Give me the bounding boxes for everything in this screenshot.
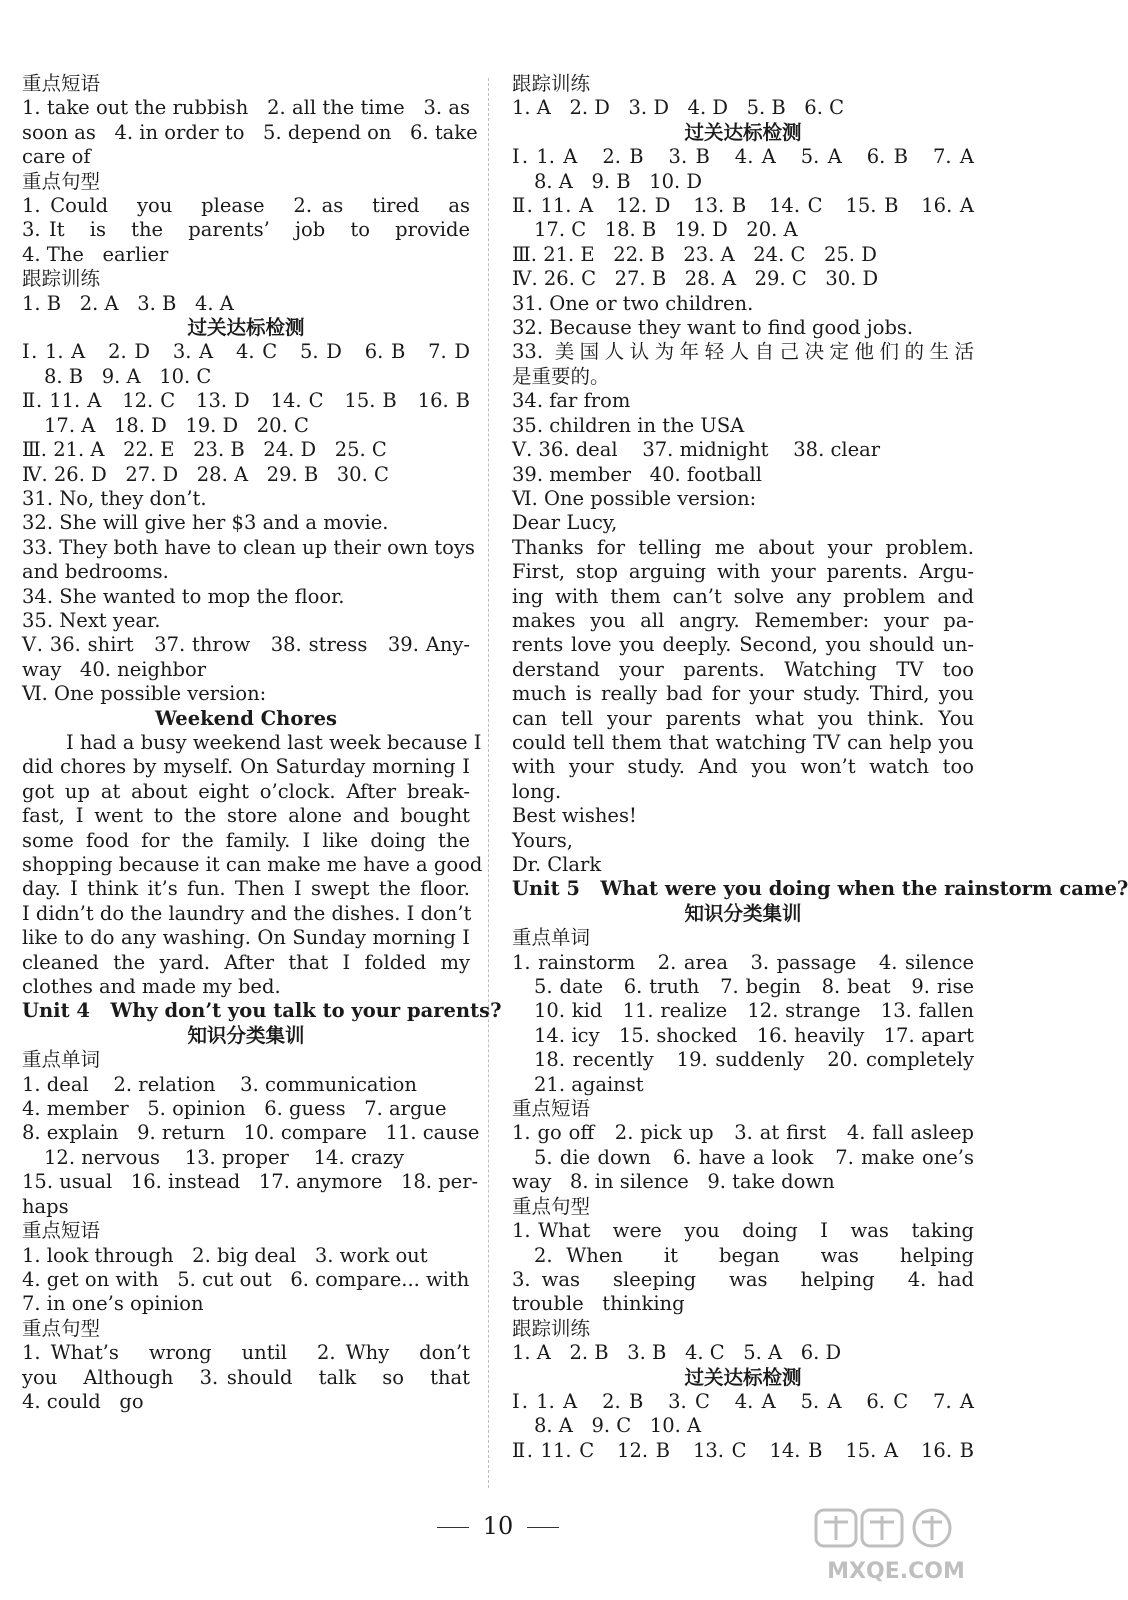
left-line-33: day. I think it’s fun. Then I swept the floor. [22,877,470,901]
right-line-1: 1. A 2. D 3. D 4. D 5. B 6. C [512,96,845,120]
right-line-5: Ⅱ. 11. A 12. D 13. B 14. C 15. B 16. A [512,194,974,218]
left-line-22: 35. Next year. [22,608,161,632]
left-line-29: got up at about eight o’clock. After break- [22,779,470,803]
right-line-38: 10. kid 11. realize 12. strange 13. fallen [534,999,974,1023]
right-line-49: 3. was sleeping was helping 4. had [512,1267,974,1291]
left-line-9: 1. B 2. A 3. B 4. A [22,291,234,315]
right-column [512,72,1128,1463]
right-line-55: 8. A 9. C 10. A [534,1414,702,1438]
left-line-4: 重点句型 [22,169,101,193]
right-line-0: 跟踪训练 [512,72,591,95]
right-line-3: Ⅰ. 1. A 2. B 3. B 4. A 5. A 6. B 7. A [512,145,974,169]
right-line-8: Ⅳ. 26. C 27. B 28. A 29. C 30. D [512,267,879,291]
right-line-56: Ⅱ. 11. C 12. B 13. C 14. B 15. A 16. B [512,1438,974,1462]
right-line-42: 重点短语 [512,1097,591,1121]
left-line-17: 31. No, they don’t. [22,486,207,510]
right-line-40: 18. recently 19. suddenly 20. completely [534,1048,974,1072]
left-line-54: 4. could go [22,1389,144,1413]
left-line-13: Ⅱ. 11. A 12. C 13. D 14. C 15. B 16. B [22,389,470,413]
left-line-48: 1. look through 2. big deal 3. work out [22,1243,428,1267]
right-line-48: 2. When it began was helping [534,1243,974,1267]
right-line-12: 是重要的。 [512,364,610,388]
right-line-51: 跟踪训练 [512,1316,591,1340]
right-line-41: 21. against [534,1072,644,1096]
right-line-34: 知识分类集训 [684,901,802,925]
right-line-36: 1. rainstorm 2. area 3. passage 4. silence [512,950,974,974]
left-line-20: and bedrooms. [22,560,169,584]
left-line-47: 重点短语 [22,1219,101,1243]
left-line-52: 1. What’s wrong until 2. Why don’t [22,1341,470,1365]
left-line-12: 8. B 9. A 10. C [44,364,212,388]
right-line-32: Dr. Clark [512,853,602,876]
right-line-23: rents love you deeply. Second, you should un- [512,633,974,657]
right-line-9: 31. One or two children. [512,291,754,315]
left-line-8: 跟踪训练 [22,267,101,291]
right-line-14: 35. children in the USA [512,413,745,437]
left-line-10: 过关达标检测 [187,316,305,340]
right-line-31: Yours, [512,828,574,852]
watermark-logo [812,1508,980,1584]
left-line-26: Weekend Chores [154,706,337,730]
left-line-39: 知识分类集训 [187,1023,305,1047]
left-line-25: Ⅵ. One possible version: [22,682,267,706]
right-line-13: 34. far from [512,389,631,413]
right-line-4: 8. A 9. B 10. D [534,169,703,193]
left-line-16: Ⅳ. 26. D 27. D 28. A 29. B 30. C [22,462,389,486]
left-line-23: Ⅴ. 36. shirt 37. throw 38. stress 39. Any- [22,633,470,657]
right-line-6: 17. C 18. B 19. D 20. A [534,218,798,242]
right-line-17: Ⅵ. One possible version: [512,486,757,510]
left-line-44: 12. nervous 13. proper 14. crazy [44,1145,405,1169]
right-line-53: 过关达标检测 [684,1365,802,1389]
right-line-7: Ⅲ. 21. E 22. B 23. A 24. C 25. D [512,242,877,266]
right-line-29: long. [512,779,562,803]
right-line-11: 33. 美国人认为年轻人自己决定他们的生活 [512,340,974,364]
right-line-50: trouble thinking [512,1292,685,1316]
right-line-20: First, stop arguing with your parents. Argu- [512,560,974,584]
right-line-52: 1. A 2. B 3. B 4. C 5. A 6. D [512,1341,842,1365]
right-line-22: makes you all angry. Remember: your pa- [512,608,974,632]
left-line-11: Ⅰ. 1. A 2. D 3. A 4. C 5. D 6. B 7. D [22,340,470,364]
footer-dash-left [437,1527,469,1528]
right-line-21: ing with them can’t solve any problem and [512,584,974,608]
right-line-35: 重点单词 [512,926,591,950]
left-line-30: fast, I went to the store alone and bought [22,804,470,828]
footer-dash-right [527,1527,559,1528]
right-line-47: 1. What were you doing I was taking [512,1219,974,1243]
left-line-51: 重点句型 [22,1316,101,1340]
left-line-27: I had a busy weekend last week because I [66,730,482,754]
left-line-1: 1. take out the rubbish 2. all the time 3. as [22,96,470,120]
left-line-3: care of [22,145,91,169]
page-number: 10 [482,1512,514,1540]
right-line-10: 32. Because they want to find good jobs. [512,316,914,340]
left-line-40: 重点单词 [22,1048,101,1072]
left-line-53: you Although 3. should talk so that [22,1365,470,1389]
right-line-46: 重点句型 [512,1194,591,1218]
right-line-54: Ⅰ. 1. A 2. B 3. C 4. A 5. A 6. C 7. A [512,1389,974,1413]
svg-text:MXQE.COM: MXQE.COM [827,1559,965,1584]
left-line-18: 32. She will give her $3 and a movie. [22,511,389,535]
left-line-45: 15. usual 16. instead 17. anymore 18. per- [22,1170,479,1194]
left-line-42: 4. member 5. opinion 6. guess 7. argue [22,1097,447,1121]
left-line-46: haps [22,1194,69,1218]
right-line-16: 39. member 40. football [512,462,762,486]
left-line-37: clothes and made my bed. [22,975,281,999]
left-line-21: 34. She wanted to mop the floor. [22,584,345,608]
left-column [22,72,502,1414]
left-line-38: Unit 4 Why don’t you talk to your parents? [22,999,502,1023]
right-line-45: way 8. in silence 9. take down [512,1170,835,1194]
right-line-26: can tell your parents what you think. You [512,706,974,730]
left-line-36: cleaned the yard. After that I folded my [22,950,470,974]
left-line-49: 4. get on with 5. cut out 6. compare... with [22,1267,470,1291]
left-line-28: did chores by myself. On Saturday morning I [22,755,470,779]
left-line-14: 17. A 18. D 19. D 20. C [44,413,309,437]
left-line-32: shopping because it can make me have a good [22,853,483,876]
right-line-37: 5. date 6. truth 7. begin 8. beat 9. rise [534,975,974,999]
left-line-43: 8. explain 9. return 10. compare 11. cause [22,1121,480,1145]
left-line-35: like to do any washing. On Sunday morning I [22,926,470,950]
left-line-6: 3. It is the parents’ job to provide [22,218,470,242]
right-line-15: Ⅴ. 36. deal 37. midnight 38. clear [512,438,881,462]
left-line-41: 1. deal 2. relation 3. communication [22,1072,417,1096]
left-line-5: 1. Could you please 2. as tired as [22,194,470,218]
column-divider [488,78,489,1488]
left-line-7: 4. The earlier [22,242,169,266]
right-line-18: Dear Lucy, [512,511,618,535]
right-line-30: Best wishes! [512,804,637,828]
left-line-34: I didn’t do the laundry and the dishes. I don’t [22,901,472,925]
left-line-2: soon as 4. in order to 5. depend on 6. take [22,120,478,144]
right-line-2: 过关达标检测 [684,120,802,144]
right-line-28: with your study. And you won’t watch too [512,755,974,779]
left-line-19: 33. They both have to clean up their own toys [22,535,475,559]
left-line-31: some food for the family. I like doing the [22,828,470,852]
right-line-43: 1. go off 2. pick up 3. at first 4. fall asleep [512,1121,974,1145]
right-line-19: Thanks for telling me about your problem. [512,535,974,559]
right-line-24: derstand your parents. Watching TV too [512,657,974,681]
right-line-44: 5. die down 6. have a look 7. make one’s [534,1145,974,1169]
right-line-39: 14. icy 15. shocked 16. heavily 17. apart [534,1023,974,1047]
left-line-0: 重点短语 [22,72,101,95]
left-line-50: 7. in one’s opinion [22,1292,204,1316]
right-line-25: much is really bad for your study. Third, you [512,682,974,706]
right-line-27: could tell them that watching TV can help you [512,730,974,754]
right-line-33: Unit 5 What were you doing when the rainstorm came? [512,877,1128,901]
left-line-15: Ⅲ. 21. A 22. E 23. B 24. D 25. C [22,438,387,462]
left-line-24: way 40. neighbor [22,657,207,681]
